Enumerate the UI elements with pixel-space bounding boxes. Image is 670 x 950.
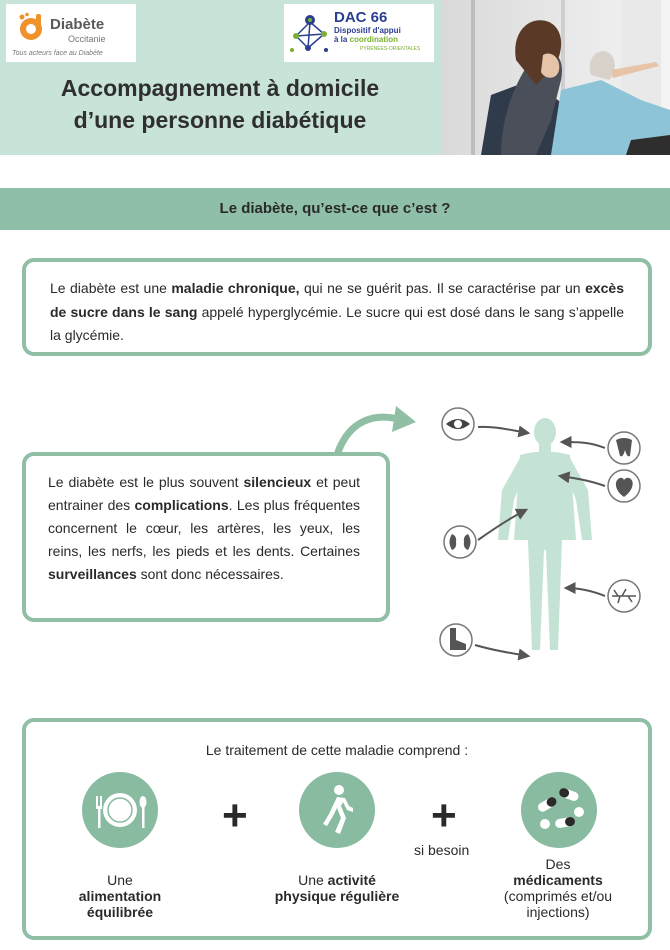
logo-region-text: Occitanie xyxy=(68,34,106,44)
plus-sign-2: + xyxy=(431,791,457,840)
definition-text: Le diabète est une maladie chronique, qui ne se guérit pas. Il se caractérise par un excès de sucre dans le sang appelé hyperglycémie. Le sucre qui est dosé dans le sang s’appelle la glycémie. xyxy=(50,280,624,343)
complications-text: Le diabète est le plus souvent silencieux et peut entrainer des complications. Les plus fréquentes concernent le cœur, les artères, les yeux, les reins, les nerfs, les pieds et les dents. Certaines surveillances sont donc nécessaires. xyxy=(48,474,361,582)
definition-card xyxy=(22,258,652,356)
title-line-2: d’une personne diabétique xyxy=(73,107,367,133)
medication-label: Des médicaments (comprimés et/ou injections) xyxy=(503,856,613,920)
eye-icon xyxy=(442,408,474,440)
plus-sign-1: + xyxy=(222,791,248,840)
dac-network-icon xyxy=(288,10,332,56)
dac-line3: PYRÉNÉES-ORIENTALES xyxy=(360,46,421,52)
activity-label: Une activité physique régulière xyxy=(274,872,400,904)
activity-circle xyxy=(299,772,375,848)
kidney-icon xyxy=(444,526,476,558)
diabete-occitanie-logo[interactable] xyxy=(6,4,136,62)
nerve-icon xyxy=(608,580,640,612)
treatment-card xyxy=(22,718,652,940)
header-banner xyxy=(0,0,670,155)
walking-person-icon xyxy=(299,772,375,848)
pills-icon xyxy=(521,772,597,848)
page-title xyxy=(20,72,420,136)
if-needed-label: si besoin xyxy=(414,842,470,858)
logo-brand-text: Diabète xyxy=(50,16,105,33)
plate-icon xyxy=(82,772,158,848)
nutrition-label: Une alimentation équilibrée xyxy=(78,872,162,920)
body-complications-diagram xyxy=(330,400,670,680)
logo-tagline: Tous acteurs face au Diabète xyxy=(12,50,103,57)
caregiver-photo xyxy=(441,0,670,155)
treatment-title: Le traitement de cette maladie comprend : xyxy=(205,742,469,758)
nutrition-circle xyxy=(82,772,158,848)
heart-icon xyxy=(608,470,640,502)
dac-name: DAC 66 xyxy=(334,9,388,26)
dac-line1: Dispositif d'appui xyxy=(334,26,401,35)
dac66-logo[interactable] xyxy=(284,4,434,62)
foot-icon xyxy=(440,624,472,656)
diabete-logo-icon xyxy=(16,12,46,42)
curved-arrow-icon xyxy=(338,417,402,452)
title-line-1: Accompagnement à domicile xyxy=(60,75,380,101)
section-title: Le diabète, qu’est-ce que c’est ? xyxy=(219,200,451,217)
human-silhouette xyxy=(498,418,592,650)
tooth-icon xyxy=(608,432,640,464)
medication-circle xyxy=(521,772,597,848)
dac-line2: à la coordination xyxy=(334,35,399,44)
